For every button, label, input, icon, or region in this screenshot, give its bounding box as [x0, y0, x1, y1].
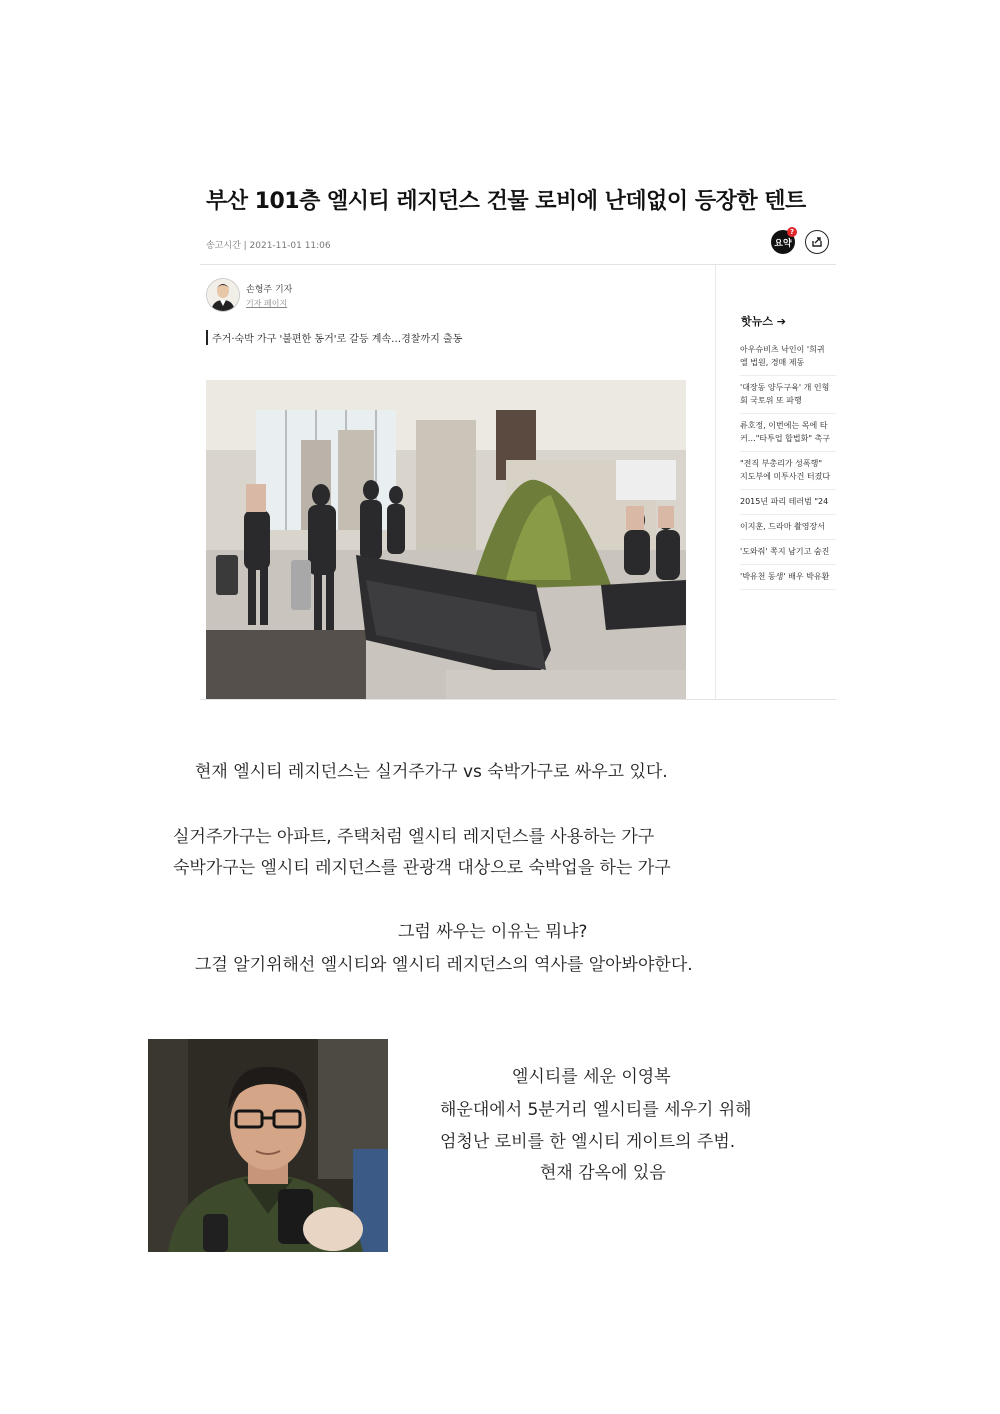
- body-line-2: 실거주가구는 아파트, 주택처럼 엘시티 레지던스를 사용하는 가구: [173, 827, 655, 847]
- hot-news-item[interactable]: [740, 338, 836, 376]
- hot-news-item[interactable]: [740, 490, 836, 515]
- hot-news-text: "전직 부총리가 성폭행": [740, 459, 822, 468]
- divider: [715, 265, 716, 700]
- caption-line-3: 엄청난 로비를 한 엘시티 게이트의 주범.: [440, 1132, 736, 1152]
- hot-news-list: [740, 338, 836, 590]
- hot-news-item[interactable]: [740, 565, 836, 590]
- caption-line-1: 엘시티를 세운 이영복: [512, 1067, 671, 1087]
- divider: [200, 699, 836, 700]
- hot-news-item[interactable]: [740, 515, 836, 540]
- lobby-tent-photo: [206, 380, 686, 700]
- portrait-photo: [148, 1039, 388, 1252]
- hot-news-text: '도와줘' 쪽지 남기고 숨진: [740, 547, 830, 556]
- caption-line-2: 해운대에서 5분거리 엘시티를 세우기 위해: [440, 1100, 752, 1120]
- hot-news-item[interactable]: [740, 414, 836, 452]
- article-subhead: 주거·숙박 가구 '불편한 동거'로 갈등 계속…경찰까지 출동: [206, 330, 462, 345]
- hot-news-item[interactable]: [740, 540, 836, 565]
- hot-news-text: 류호정, 이번에는 목에 타: [740, 421, 828, 430]
- share-icon: [811, 236, 823, 248]
- hot-news-text: '박유천 동생' 배우 박유환: [740, 572, 830, 581]
- body-line-5: 그걸 알기위해선 엘시티와 엘시티 레지던스의 역사를 알아봐야한다.: [195, 955, 693, 975]
- hot-news-text: '대장동 양두구육' 개 인형: [740, 383, 830, 392]
- body-line-3: 숙박가구는 엘시티 레지던스를 관광객 대상으로 숙박업을 하는 가구: [173, 858, 671, 878]
- body-line-1: 현재 엘시티 레지던스는 실거주가구 vs 숙박가구로 싸우고 있다.: [195, 762, 668, 782]
- article-meta: 송고시간 | 2021-11-01 11:06: [206, 241, 331, 251]
- summary-badge: ?: [787, 227, 797, 237]
- hot-news-text: 커…"타투업 합법화" 촉구: [740, 434, 830, 443]
- hot-news-text: 엘 법원, 경매 제동: [740, 358, 805, 367]
- hot-news-text: 이지훈, 드라마 촬영장서: [740, 522, 825, 531]
- hot-news-text: 2015년 파리 테러범 "24: [740, 497, 829, 506]
- divider: [200, 264, 836, 265]
- hot-news-text: 회 국토위 또 파행: [740, 396, 802, 405]
- caption-line-4: 현재 감옥에 있음: [540, 1163, 666, 1183]
- hot-news-item[interactable]: [740, 452, 836, 490]
- share-button[interactable]: [805, 230, 829, 254]
- reporter-name: 손형주 기자: [246, 285, 293, 295]
- hot-news-text: 아우슈비츠 낙인이 '희귀: [740, 345, 825, 354]
- summary-label: 요약: [774, 238, 792, 249]
- reporter-avatar: [206, 278, 240, 312]
- hot-news-text: 지도부에 미투사건 터졌다: [740, 472, 831, 481]
- article-screenshot: [200, 170, 836, 700]
- hot-news-item[interactable]: [740, 376, 836, 414]
- summary-button[interactable]: [771, 230, 795, 254]
- reporter-page-link[interactable]: 기자 페이지: [246, 299, 288, 308]
- article-headline: 부산 101층 엘시티 레지던스 건물 로비에 난데없이 등장한 텐트: [206, 189, 806, 214]
- hot-news-title: 핫뉴스 ➔: [741, 315, 786, 328]
- body-line-4: 그럼 싸우는 이유는 뭐냐?: [398, 922, 588, 942]
